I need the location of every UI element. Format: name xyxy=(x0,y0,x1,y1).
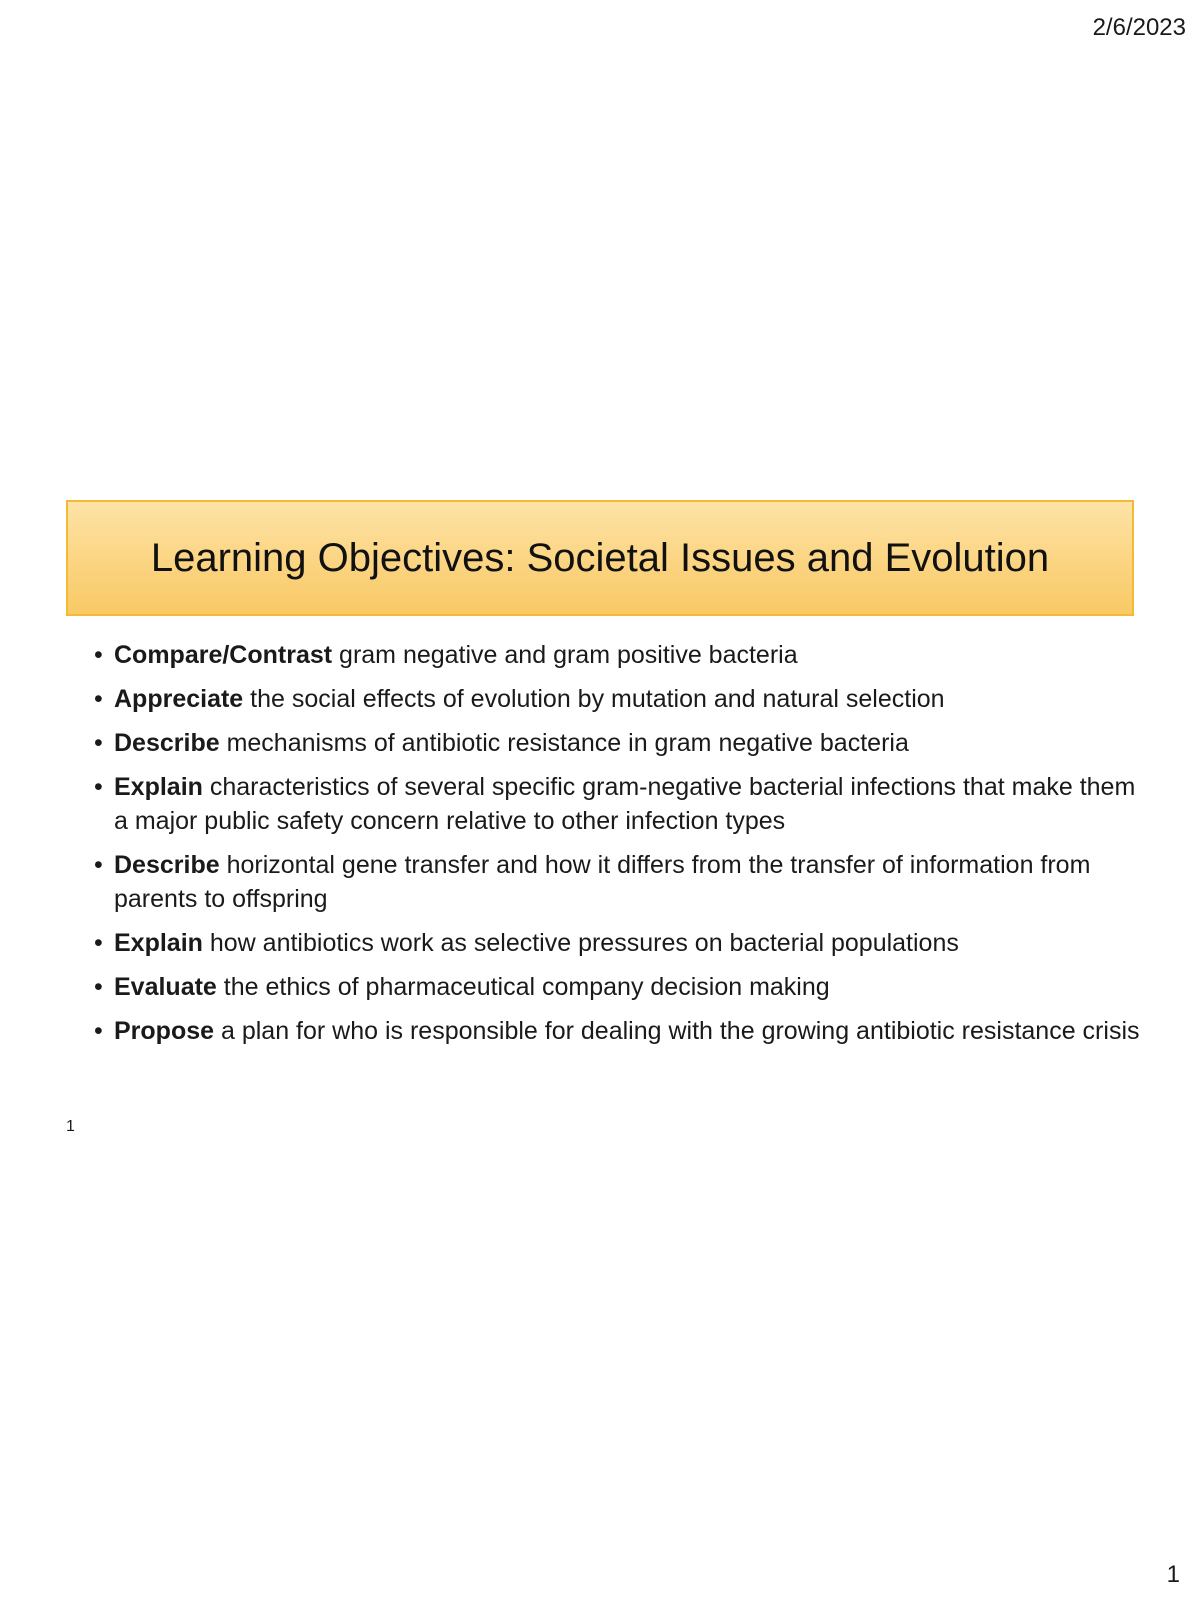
objective-verb: Explain xyxy=(114,929,203,957)
objective-verb: Explain xyxy=(114,773,203,801)
objective-verb: Appreciate xyxy=(114,685,244,713)
slide xyxy=(66,500,1140,1058)
objective-verb: Propose xyxy=(114,1017,215,1045)
objective-item xyxy=(96,770,1154,838)
objective-text: characteristics of several specific gram-negative bacterial infections that make them a major public safety concern relative to other infection types xyxy=(114,773,1136,835)
objective-item xyxy=(96,970,1154,1004)
slide-title: Learning Objectives: Societal Issues and Evolution xyxy=(150,535,1050,580)
slide-number: 1 xyxy=(66,1118,75,1135)
page-date: 2/6/2023 xyxy=(1092,14,1186,41)
objective-verb: Evaluate xyxy=(114,973,217,1001)
objective-item xyxy=(96,638,1154,672)
objective-item xyxy=(96,1014,1154,1048)
objective-verb: Describe xyxy=(114,851,220,879)
objective-text: the ethics of pharmaceutical company decision making xyxy=(216,973,830,1001)
objective-text: a plan for who is responsible for dealing with the growing antibiotic resistance crisis xyxy=(214,1017,1140,1045)
objective-item xyxy=(96,726,1154,760)
objective-verb: Compare/Contrast xyxy=(114,641,333,669)
objective-verb: Describe xyxy=(114,729,220,757)
objectives-list xyxy=(66,638,1140,1048)
objective-text: gram negative and gram positive bacteria xyxy=(332,641,798,669)
objective-item xyxy=(96,848,1154,916)
objective-text: how antibiotics work as selective pressures on bacterial populations xyxy=(202,929,959,957)
objective-text: mechanisms of antibiotic resistance in gram negative bacteria xyxy=(219,729,909,757)
page-number: 1 xyxy=(1166,1561,1180,1588)
objective-item xyxy=(96,682,1154,716)
slide-title-box xyxy=(66,500,1134,616)
objective-item xyxy=(96,926,1154,960)
objective-text: horizontal gene transfer and how it differs from the transfer of information from parents to offspring xyxy=(114,851,1091,913)
objective-text: the social effects of evolution by mutation and natural selection xyxy=(243,685,945,713)
